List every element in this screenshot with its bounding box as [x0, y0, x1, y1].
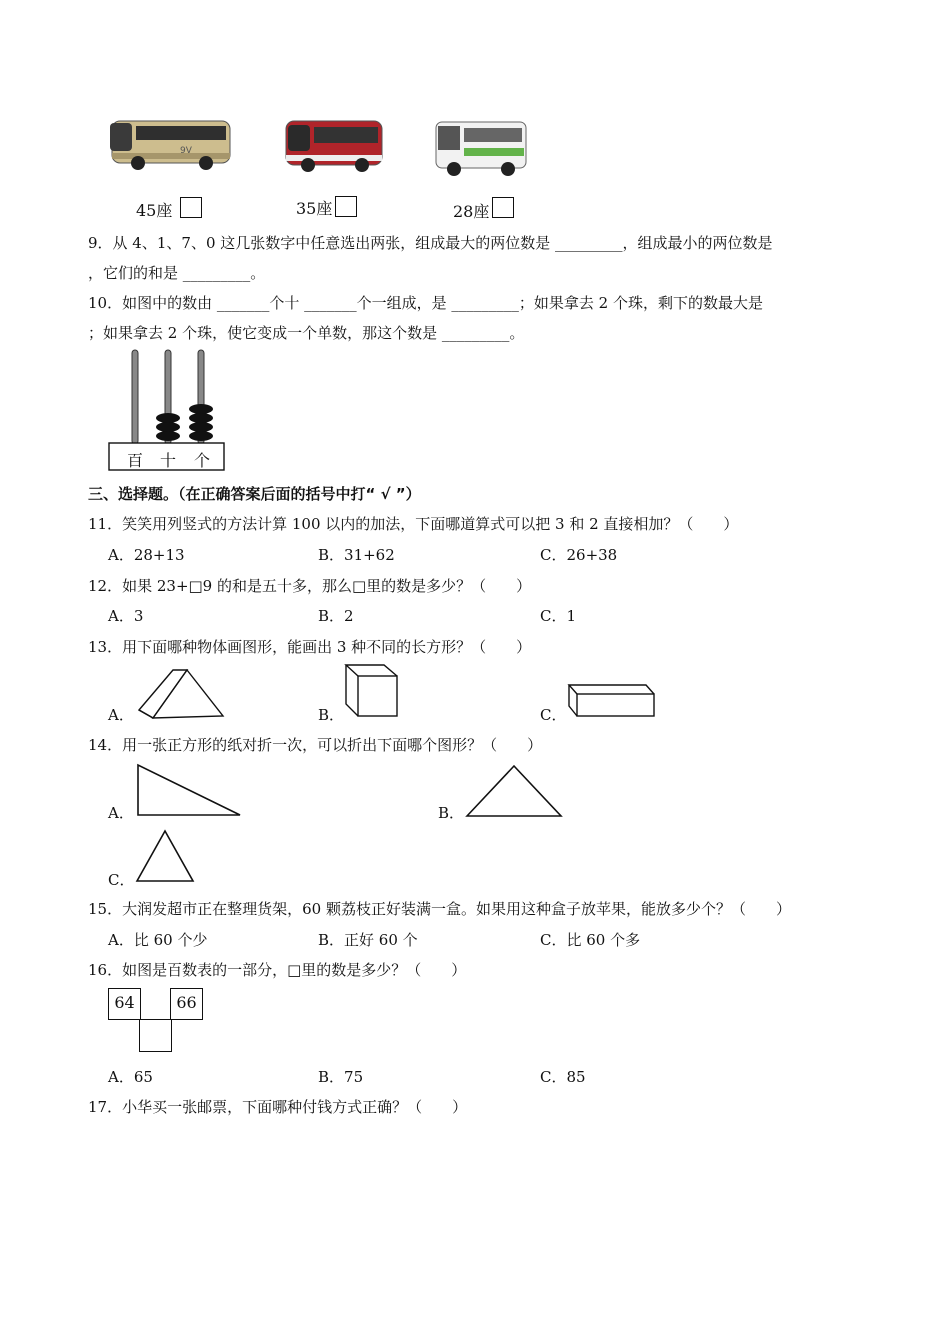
bus-seats-label: 45座: [136, 201, 173, 220]
option-b[interactable]: B．2: [318, 607, 354, 625]
bead: [189, 431, 213, 441]
abacus-label-hundreds: 百: [127, 451, 144, 470]
bead: [156, 422, 180, 432]
question-9-line2: ，它们的和是 _________。: [88, 264, 266, 282]
question-11-stem: 11．笑笑用列竖式的方法计算 100 以内的加法，下面哪道算式可以把 3 和 2 直接相加？（ ）: [88, 515, 739, 533]
bead: [189, 404, 213, 414]
question-16-stem: 16．如图是百数表的一部分，□里的数是多少？（ ）: [88, 961, 467, 979]
abacus-label-ones: 个: [194, 451, 211, 470]
answer-box[interactable]: [492, 197, 514, 218]
svg-text:9V: 9V: [180, 146, 192, 156]
option-c[interactable]: C．26+38: [540, 546, 618, 564]
red-bus-icon: [282, 115, 386, 177]
option-a[interactable]: A．比 60 个少: [108, 931, 208, 949]
bead: [156, 431, 180, 441]
option-b[interactable]: B．: [438, 804, 465, 822]
option-b[interactable]: B．31+62: [318, 546, 395, 564]
bead: [189, 413, 213, 423]
hundred-chart-cell-blank: [139, 1019, 172, 1052]
option-a[interactable]: A．28+13: [108, 546, 185, 564]
hundred-chart-cell: 66: [170, 988, 203, 1020]
section-title: 三、选择题。（在正确答案后面的括号中打“ √ ”）: [88, 485, 421, 503]
bead: [189, 422, 213, 432]
cuboid-icon: [568, 684, 656, 718]
isosceles-right-triangle-icon: [465, 764, 563, 818]
option-a[interactable]: A．: [108, 706, 134, 724]
option-b[interactable]: B．正好 60 个: [318, 931, 418, 949]
question-12-stem: 12．如果 23+□9 的和是五十多，那么□里的数是多少？（ ）: [88, 577, 532, 595]
option-c[interactable]: C．85: [540, 1068, 586, 1086]
answer-box[interactable]: [180, 197, 202, 218]
coach-bus-icon: [108, 113, 233, 175]
answer-box[interactable]: [335, 196, 357, 217]
option-c[interactable]: C．比 60 个多: [540, 931, 641, 949]
option-a[interactable]: A．: [108, 804, 134, 822]
option-b[interactable]: B．75: [318, 1068, 364, 1086]
question-14-stem: 14．用一张正方形的纸对折一次，可以折出下面哪个图形？（ ）: [88, 736, 543, 754]
abacus-label-tens: 十: [160, 451, 177, 470]
question-15-stem: 15．大润发超市正在整理货架，60 颗荔枝正好装满一盒。如果用这种盒子放苹果，能放多少个？（ ）: [88, 900, 791, 918]
question-9-line1: 9．从 4、1、7、0 这几张数字中任意选出两张，组成最大的两位数是 _________，组成最小的两位数是: [88, 234, 773, 252]
option-c[interactable]: C．: [108, 871, 135, 889]
bus-seats-label: 35座: [296, 199, 333, 218]
option-a[interactable]: A．65: [108, 1068, 153, 1086]
question-10-line2: ；如果拿去 2 个珠，使它变成一个单数，那这个数是 _________。: [88, 324, 525, 342]
triangular-prism-icon: [137, 666, 225, 720]
bus-seats-label: 28座: [453, 202, 490, 221]
right-triangle-icon: [136, 763, 242, 817]
cube-icon: [344, 664, 400, 720]
question-13-stem: 13．用下面哪种物体画图形，能画出 3 种不同的长方形？（ ）: [88, 638, 532, 656]
equilateral-triangle-icon: [135, 829, 195, 883]
question-17-stem: 17．小华买一张邮票，下面哪种付钱方式正确？（ ）: [88, 1098, 468, 1116]
option-c[interactable]: C．1: [540, 607, 577, 625]
option-c[interactable]: C．: [540, 706, 567, 724]
option-a[interactable]: A．3: [108, 607, 144, 625]
question-10-line1: 10．如图中的数由 _______个十 _______个一组成，是 _________；如果拿去 2 个珠，剩下的数最大是: [88, 294, 763, 312]
option-b[interactable]: B．: [318, 706, 345, 724]
hundred-chart-cell: 64: [108, 988, 141, 1020]
bead: [156, 413, 180, 423]
city-bus-icon: [432, 116, 530, 180]
